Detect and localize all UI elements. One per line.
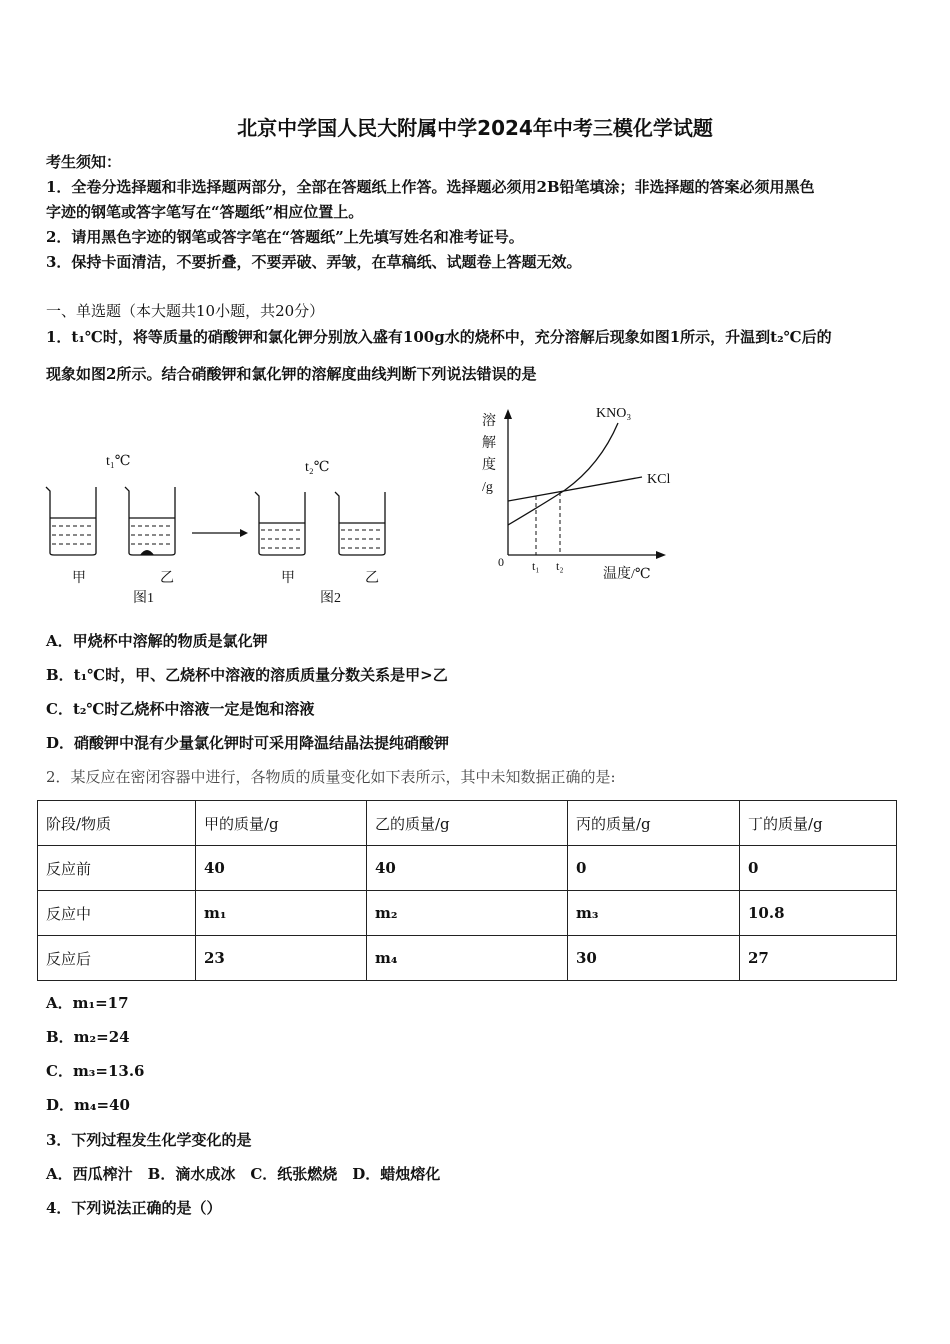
precipitate [140,550,154,555]
page-title: 北京中学国人民大附属中学2024年中考三模化学试题 [237,116,713,140]
table-header: 丙的质量/g [568,801,740,846]
fig1-temp: t₁℃ [106,454,131,469]
q4-stem: 4．下列说法正确的是（） [46,1199,222,1217]
y-axis-label: 解 [482,436,496,451]
kno3-curve [508,423,618,525]
table-cell: 反应后 [38,936,196,981]
table-header: 丁的质量/g [740,801,897,846]
table-row [38,936,897,981]
q1-option-b: B．t₁℃时，甲、乙烧杯中溶液的溶质质量分数关系是甲>乙 [46,666,448,684]
table-cell: 反应前 [38,846,196,891]
table-cell: 反应中 [38,891,196,936]
notice-line: 2．请用黑色字迹的钢笔或答字笔在“答题纸”上先填写姓名和准考证号。 [46,228,524,246]
notice-heading: 考生须知： [46,153,122,171]
table-header: 乙的质量/g [367,801,568,846]
q2-stem: 2．某反应在密闭容器中进行，各物质的质量变化如下表所示，其中未知数据正确的是: [46,768,616,786]
beaker-label: 甲 [72,571,86,586]
fig2-temp: t₂℃ [305,460,330,475]
table-cell: 10.8 [740,891,897,936]
y-axis-label: 溶 [482,414,496,429]
beaker-jia-fig1 [46,487,96,555]
table-cell: m₂ [367,891,568,936]
kcl-label: KCl [647,472,671,487]
table-header: 甲的质量/g [196,801,367,846]
q3-stem: 3．下列过程发生化学变化的是 [46,1131,252,1149]
mass-table [37,800,897,981]
table-cell: 0 [740,846,897,891]
table-cell: m₃ [568,891,740,936]
fig2-label: 图2 [320,591,341,606]
table-cell: 40 [196,846,367,891]
x-axis-label: 温度/℃ [603,567,651,582]
table-cell: 0 [568,846,740,891]
beaker-yi-fig2 [335,492,385,555]
table-cell: 30 [568,936,740,981]
q1-figure [30,395,690,615]
y-axis-label: /g [482,480,493,495]
table-header: 阶段/物质 [38,801,196,846]
table-cell: 40 [367,846,568,891]
beaker-label: 甲 [281,571,295,586]
t1-tick: t₁ [532,559,540,573]
table-header-row [38,801,897,846]
q1-option-d: D．硝酸钾中混有少量氯化钾时可采用降温结晶法提纯硝酸钾 [46,734,450,752]
q2-option-b: B．m₂=24 [46,1028,130,1046]
notice-line: 3．保持卡面清洁，不要折叠，不要弄破、弄皱，在草稿纸、试题卷上答题无效。 [46,253,582,271]
y-axis-label: 度 [482,458,496,473]
origin-label: 0 [498,555,504,569]
beaker-label: 乙 [160,571,174,586]
section-heading: 一、单选题（本大题共10小题，共20分） [46,302,325,320]
table-row [38,891,897,936]
q1-stem: 1．t₁℃时，将等质量的硝酸钾和氯化钾分别放入盛有100g水的烧杯中，充分溶解后现象如图1所示，升温到t₂℃后的 [46,328,832,346]
table-row [38,846,897,891]
q2-option-d: D．m₄=40 [46,1096,130,1114]
notice-line: 1．全卷分选择题和非选择题两部分，全部在答题纸上作答。选择题必须用2B铅笔填涂；非选择题的答案必须用黑色 [46,178,815,196]
kcl-curve [508,477,642,501]
q1-option-a: A．甲烧杯中溶解的物质是氯化钾 [46,632,268,650]
beaker-jia-fig2 [255,492,305,555]
q1-option-c: C．t₂℃时乙烧杯中溶液一定是饱和溶液 [46,700,315,718]
table-cell: 27 [740,936,897,981]
q2-option-c: C．m₃=13.6 [46,1062,145,1080]
table-cell: m₄ [367,936,568,981]
notice-line: 字迹的钢笔或答字笔写在“答题纸”相应位置上。 [46,203,364,221]
q2-option-a: A．m₁=17 [46,994,129,1012]
fig1-label: 图1 [133,591,154,606]
table-cell: m₁ [196,891,367,936]
q1-stem: 现象如图2所示。结合硝酸钾和氯化钾的溶解度曲线判断下列说法错误的是 [46,365,537,383]
t2-tick: t₂ [556,559,564,573]
table-cell: 23 [196,936,367,981]
beaker-yi-fig1 [125,487,175,555]
kno3-label: KNO₃ [596,406,632,421]
beaker-label: 乙 [365,571,379,586]
q3-options: A．西瓜榨汁 B．滴水成冰 C．纸张燃烧 D．蜡烛熔化 [46,1165,441,1183]
